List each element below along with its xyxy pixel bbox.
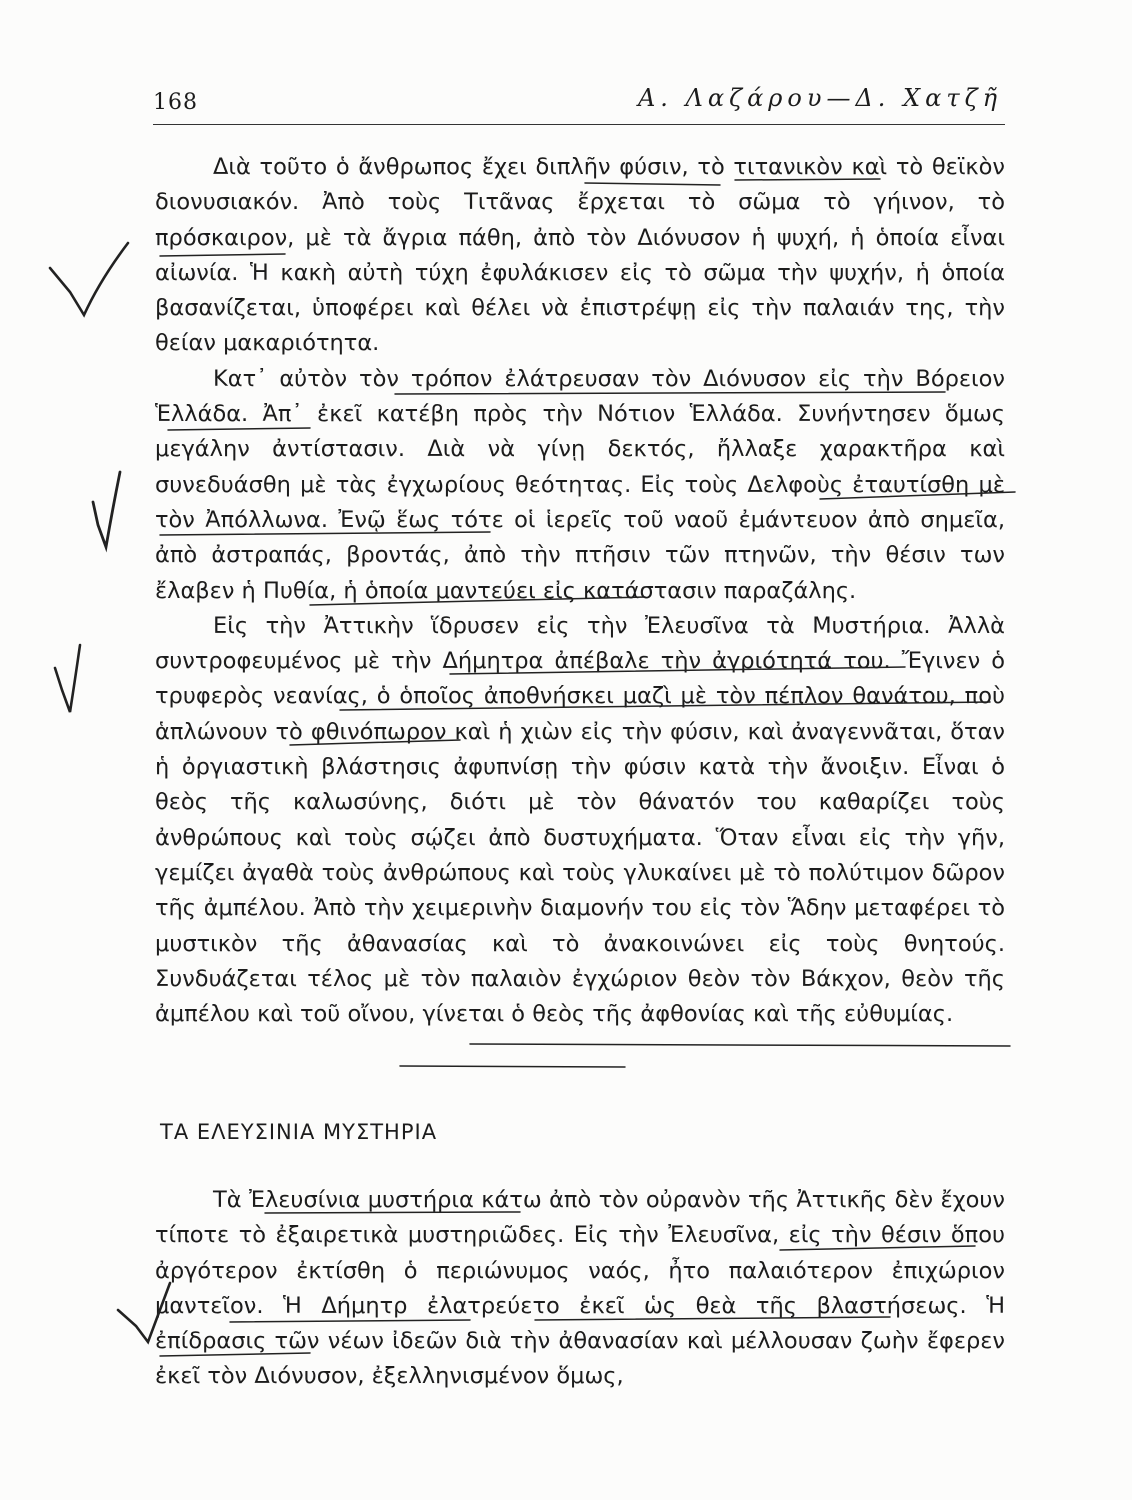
underline-12 bbox=[470, 1044, 1010, 1046]
paragraph-3: Εἰς τὴν Ἀττικὴν ἵδρυσεν εἰς τὴν Ἐλευσῖνα τὰ Μυστήρια. Ἀλλὰ συντροφευμένος μὲ τὴν Δήμητρα ἀπέβαλε τὴν ἀγριότητά του. Ἔγινεν ὁ τρυφερὸς νεανίας, ὁ ὁποῖος ἀποθνήσκει μαζὶ μὲ τὸν πέπλον θανάτου, ποὺ ἁπλώνουν τὸ φθινόπωρον καὶ ἡ χιὼν εἰς τὴν φύσιν, καὶ ἀναγεννᾶται, ὅταν ἡ ὀργιαστικὴ βλάστησις ἀφυπνίσῃ τὴν φύσιν κατὰ τὴν ἄνοιξιν. Εἶναι ὁ θεὸς τῆς καλωσύνης, διότι μὲ τὸν θάνατόν του καθαρίζει τοὺς ἀνθρώπους καὶ τοὺς σῴζει ἀπὸ δυστυχήματα. Ὅταν εἶναι εἰς τὴν γῆν, γεμίζει ἀγαθὰ τοὺς ἀνθρώπους καὶ τοὺς γλυκαίνει μὲ τὸ πολύτιμον δῶρον τῆς ἀμπέλου. Ἀπὸ τὴν χειμερινὴν διαμονήν του εἰς τὸν Ἅδην μεταφέρει τὸ μυστικὸν τῆς ἀθανασίας καὶ τὸ ἀνακοινώνει εἰς τοὺς θνητούς. Συνδυάζεται τέλος μὲ τὸν παλαιὸν ἐγχώριον θεὸν τὸν Βάκχον, θεὸν τῆς ἀμπέλου καὶ τοῦ οἴνου, γίνεται ὁ θεὸς τῆς ἀφθονίας καὶ τῆς εὐθυμίας. bbox=[155, 612, 1005, 1028]
section-paragraph: Τὰ Ἐλευσίνια μυστήρια κάτω ἀπὸ τὸν οὐρανὸν τῆς Ἀττικῆς δὲν ἔχουν τίποτε τὸ ἐξαιρετικὰ μυστηριῶδες. Εἰς τὴν Ἐλευσῖνα, εἰς τὴν θέσιν ὅπου ἀργότερον ἐκτίσθη ὁ περιώνυμος ναός, ἦτο παλαιότερον ἐπιχώριον μαντεῖον. Ἡ Δήμητρ ἐλατρεύετο ἐκεῖ ὡς θεὰ τῆς βλαστήσεως. Ἡ ἐπίδρασις τῶν νέων ἰδεῶν διὰ τὴν ἀθανασίαν καὶ μέλλουσαν ζωὴν ἔφερεν ἐκεῖ τὸν Διόνυσον, ἐξελληνισμένον ὅμως, bbox=[155, 1187, 1005, 1390]
page-number: 168 bbox=[153, 90, 198, 115]
running-head: Α. Λαζάρου—Δ. Χατζῆ bbox=[637, 84, 1002, 112]
underline-13 bbox=[400, 1066, 625, 1067]
check-mark-2 bbox=[93, 472, 120, 547]
section-heading: ΤΑ ΕΛΕΥΣΙΝΙΑ ΜΥΣΤΗΡΙΑ bbox=[160, 1120, 438, 1144]
header-rule bbox=[153, 124, 1005, 125]
section-text bbox=[155, 1183, 1005, 1395]
paragraph-1: Διὰ τοῦτο ὁ ἄνθρωπος ἔχει διπλῆν φύσιν, τὸ τιτανικὸν καὶ τὸ θεϊκὸν διονυσιακόν. Ἀπὸ τοὺς Τιτᾶνας ἔρχεται τὸ σῶμα τὸ γήινον, τὸ πρόσκαιρον, μὲ τὰ ἄγρια πάθη, ἀπὸ τὸν Διόνυσον ἡ ψυχή, ἡ ὁποία εἶναι αἰωνία. Ἡ κακὴ αὐτὴ τύχη ἐφυλάκισεν εἰς τὸ σῶμα τὴν ψυχήν, ἡ ὁποία βασανίζεται, ὑποφέρει καὶ θέλει νὰ ἐπιστρέψῃ εἰς τὴν παλαιάν της, τὴν θείαν μακαριότητα. bbox=[155, 154, 1005, 357]
main-text bbox=[155, 150, 1005, 1032]
paragraph-2: Κατ᾿ αὐτὸν τὸν τρόπον ἐλάτρευσαν τὸν Διόνυσον εἰς τὴν Βόρειον Ἑλλάδα. Ἀπ᾿ ἐκεῖ κατέβη πρὸς τὴν Νότιον Ἑλλάδα. Συνήντησεν ὅμως μεγάλην ἀντίστασιν. Διὰ νὰ γίνῃ δεκτός, ἤλλαξε χαρακτῆρα καὶ συνεδυάσθη μὲ τὰς ἐγχωρίους θεότητας. Εἰς τοὺς Δελφοὺς ἐταυτίσθη μὲ τὸν Ἀπόλλωνα. Ἐνῷ ἕως τότε οἱ ἱερεῖς τοῦ ναοῦ ἐμάντευον ἀπὸ σημεῖα, ἀπὸ ἀστραπάς, βροντάς, ἀπὸ τὴν πτῆσιν τῶν πτηνῶν, τὴν θέσιν των ἔλαβεν ἡ Πυθία, ἡ ὁποία μαντεύει εἰς κατάστασιν παραζάλης. bbox=[155, 365, 1005, 604]
check-mark-3 bbox=[55, 645, 80, 712]
page-header bbox=[0, 0, 1132, 130]
check-mark-1 bbox=[50, 243, 128, 315]
